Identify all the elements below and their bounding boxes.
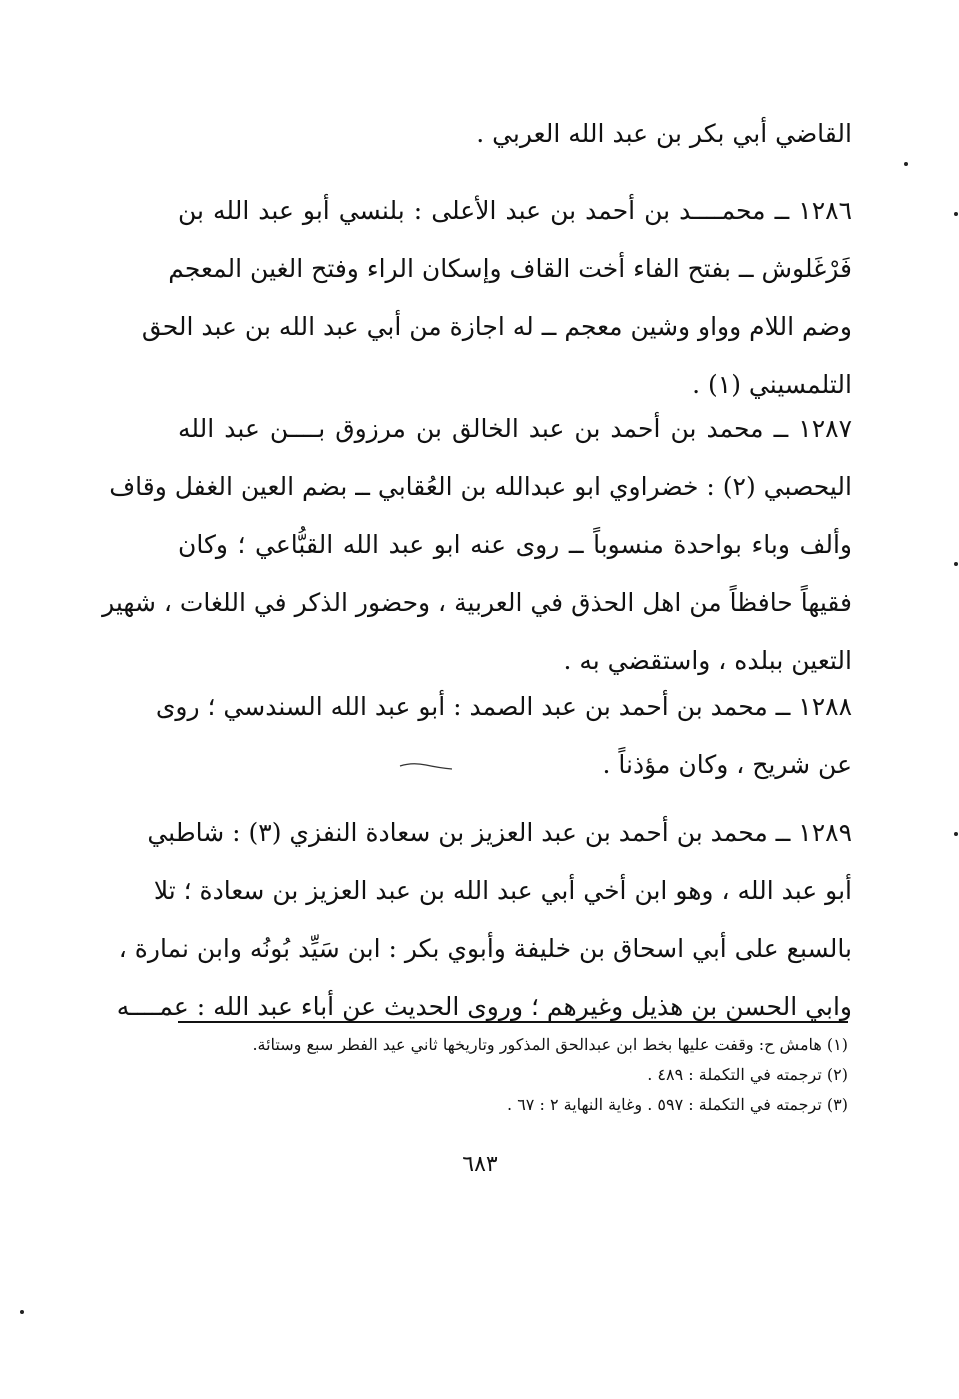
paragraph-line: التعين ببلده ، واستقضي به . [563,646,852,675]
scan-speck [954,212,958,216]
footnote: (١) هامش ح: وقفت عليها بخط ابن عبدالحق المذكور وتاريخها ثاني عيد الفطر سبع وستائة. [252,1035,848,1054]
biography-entry-1287 [102,400,852,690]
paragraph-line: وابي الحسن بن هذيل وغيرهم ؛ وروى الحديث عن أباء عبد الله : عمــــه [116,992,852,1021]
paragraph-line: فَرْغَلوش ــ بفتح الفاء أخت القاف وإسكان الراء وفتح الغين المعجم [168,254,852,283]
scan-speck [904,162,908,166]
paragraph-line: القاضي أبي بكر بن عبد الله العربي . [476,119,852,148]
biography-entry-1289 [116,804,852,1036]
scan-speck [20,1310,24,1314]
footnotes [178,1030,848,1120]
paragraph-line: وألف وباء بواحدة منسوباً ــ روى عنه ابو عبد الله القبُّاعي ؛ وكان [178,530,852,559]
paragraph-line: وضم اللام وواو وشين معجم ــ له اجازة من أبي عبد الله بن عبد الحق [141,312,852,341]
paragraph-line: ١٢٨٩ ــ محمد بن أحمد بن عبد العزيز بن سعادة النفزي (٣) : شاطبي [147,818,852,847]
decorative-squiggle [398,762,454,772]
paragraph-line: أبو عبد الله ، وهو ابن أخي أبي عبد الله بن عبد العزيز بن سعادة ؛ تلا [153,876,852,905]
paragraph-line: ١٢٨٦ ــ محمــــد بن أحمد بن عبد الأعلى : بلنسي أبو عبد الله بن [178,196,852,225]
biography-entry-1288 [155,678,852,794]
footnote-divider [178,1021,848,1023]
scan-speck [954,832,958,836]
paragraph-line: بالسبع على أبي اسحاق بن خليفة وأبوي بكر : ابن سَيِّد بُونُه وابن نمارة ، [118,934,852,963]
scan-speck [954,562,958,566]
paragraph-line: عن شريح ، وكان مؤذناً . [602,750,852,779]
paragraph-line: التلمسيني (١) . [692,370,852,399]
footnote: (٣) ترجمته في التكملة : ٥٩٧ . وغاية النهاية ٢ : ٦٧ . [507,1095,848,1114]
paragraph-line: اليحصبي (٢) : خضراوي ابو عبدالله بن العُقابي ــ بضم العين الغفل وقاف [109,472,852,501]
paragraph-line: ١٢٨٨ ــ محمد بن أحمد بن عبد الصمد : أبو عبد الله السندسي ؛ روى [155,692,852,721]
footnote: (٢) ترجمته في التكملة : ٤٨٩ . [647,1065,848,1084]
intro-paragraph [178,105,852,163]
paragraph-line: ١٢٨٧ ــ محمد بن أحمد بن عبد الخالق بن مرزوق بــــن عبد الله [178,414,852,443]
biography-entry-1286 [141,182,852,414]
paragraph-line: فقيهاً حافظاً من اهل الحذق في العربية ، وحضور الذكر في اللغات ، شهير [102,588,852,617]
page-number: ٦٨٣ [462,1152,498,1177]
